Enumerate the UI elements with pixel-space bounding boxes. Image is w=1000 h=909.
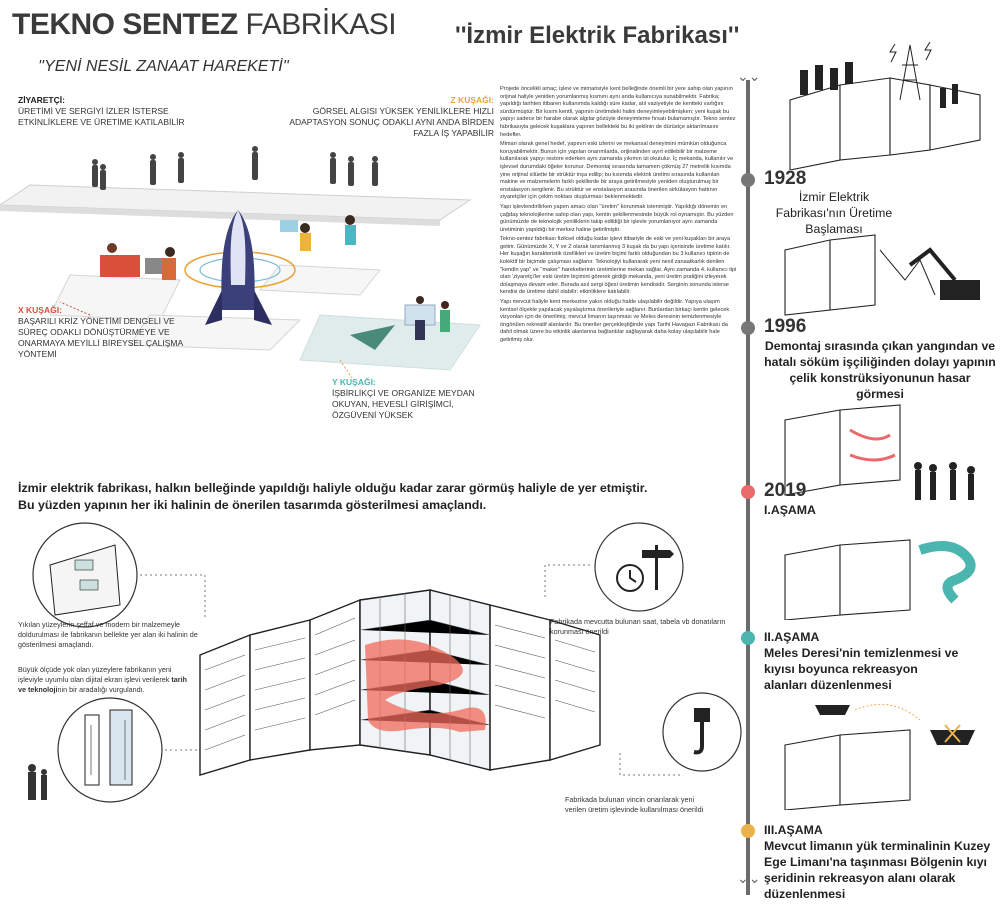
- description-paragraph: Yapı işlevlendirilirken yapım amacı olan ''üretim'' korunmak istenmiştir. Yapıldığı dönemin en çağdaş teknolojilerine sahip olan yapı, kentin şekillenmesinde büyük rol oynamıştır. Bu yüzden günümüzde de teknolojik yeniliklerin takip edildiği bir işlevle yorumlanıyor aynı zamanda üretiminin yapıldığı bir merkez haline getirilmiştir.: [500, 203, 734, 233]
- river-icon: [920, 546, 971, 600]
- screen-note-pre: Büyük ölçüde yok olan yüzeylere fabrikanın yeni işleviyle uyumlu olan dijital ekran işlevi verilerek: [18, 665, 172, 684]
- crane-note: Fabrikada bulunan vincin onarılarak yeni verilen üretim işlevinde kullanılması önerildi: [565, 795, 704, 814]
- excavator-icon: [910, 250, 980, 300]
- page-subtitle: ''YENİ NESİL ZANAAT HAREKETİ'': [38, 58, 289, 75]
- timeline-dot: [741, 631, 755, 645]
- ship-icon: [930, 725, 975, 745]
- description-paragraph: Tekno-sentez fabrikası fiziksel olduğu kadar işlevi itibariyle de eski ve yeni kuşakları bir araya getirir. Günümüzde X, Y ve Z olarak tanımlanmış 3 kuşak da bu yapı içerisinde üretime katılır. Her kuşağın karakteristik özellikleri ve üretim biçimi farklı olduğundan bu 3 kullanıcı tipinin de kolektif bir biçimde çalışması sağlanır. Teknolojiyi kullanarak yeni nesil zanaatkarlık denilen ''kendin yap'' ve ''maker'' hareketlerinin üretimlerine mekan sağlar. Aynı zamanda 4. kullanıcı tipi olan 'ziyaretçi'ler eski üretim biçimini görerek girdiği mekanda, yeni üretim pratiğini izleyerek dolaşmaya devam eder. Burada asıl sergi öğesi üretimin kendisidir. Serginin sonunda isterse kendisi de üretime dahil olabilir; etkinliklere katılabilir.: [500, 236, 737, 296]
- phase-3-text: Mevcut limanın yük terminalinin Kuzey Ege Limanı'na taşınması Bölgenin kıyı şeridinin rekreasyon alanı olarak düzenlenmesi: [764, 839, 991, 901]
- description-paragraph: Yapı mevcut haliyle kent merkezine yakın olduğu halde ulaşılabilir değildir. Yapıya ulaşım kentsel ölçekte yapılacak yayalaştırma önerileriyle sağlanır. Bunlardan birkaçı kentin gelecek vizyonları için de önerilmiş; mevcut limanın taşınması ve Meles deresinin temizlenmesiyle öngörülen rekreatif alanlardır. Bu öneriler gerçekleştiğinde yapı Tarihi Havagazı Fabrikası da dahil olmak üzere bu etkinlik alanlarına bağlantılar sağlayarak daha kolay ulaşılabilir hale getirilmiş olur.: [500, 299, 730, 343]
- description-paragraph: Mimari olarak genel hedef, yapının eski izlerini ve mekansal deneyimini mümkün olduğunca koruyabilmektir. Bunun için yapılan onarımlarda, orijinalinden ayırt edilebilir bir malzeme kullanılarak yapıyı restore ederken aynı zamanda yıkımın izi okutulur. İç mekanda, kullanılır ve işlevsel durumdaki öğeler korunur. Demontaj sırasında tamamen çökmüş 27 metrelik kısımda yine orijinal silüette bir strüktür inşa edilip; bu kısımda elektrik üretimi sırasında kullanılan makine ve malzemelerin farklı şekillerde bir araya getirilmesiyle yeniden oluşturulmuş bir enstalasyon sergilenir. Bu strüktür ve enstalasyon arasında önerilen sirkülasyon hattının ziyaretçiler için çekim noktası oluşturması beklenmektedir.: [500, 141, 734, 201]
- timeline-dot: [741, 173, 755, 187]
- project-title: ''İzmir Elektrik Fabrikası'': [455, 22, 740, 49]
- clock-note: Fabrikada mevcutta bulunan saat, tabela vb donatıların korunması önerildi: [550, 617, 726, 636]
- title-light: FABRİKASI: [245, 8, 397, 41]
- year-1928: 1928: [764, 168, 807, 189]
- screen-note-bold: tarih ve teknoloji: [18, 675, 187, 694]
- year-1996: 1996: [764, 316, 807, 337]
- headline-line-2: Bu yüzden yapının her iki halinin de önerilen tasarımda gösterilmesi amaçlandı.: [18, 498, 487, 512]
- z-title: Z KUŞAĞI:: [450, 95, 494, 105]
- timeline-dot: [741, 824, 755, 838]
- chevron-down-icon: ⌄⌄: [737, 870, 761, 886]
- factory-2019-sketch: [780, 400, 990, 510]
- description-paragraph: Projede öncelikli amaç; işlevi ve mimarisiyle kent belleğinde önemli bir yere sahip olan yapının orijinal haliyle yeniden yorumlanmış kısmını aynı anda kullanıcıya sunabilmektir. Fabrika; yapıldığı tarihten itibaren kullanımda kaldığı süre kadar, atıl vaziyetiyle de kentteki varlığını sürdürmüştür. Bir kısım kentli, yapının üretimdeki halini deneyimleyebilmişken; yeni kuşak bu yapıyı sadece bir harabe olarak algılar gözüyle deneyimleme fırsatı bulamamıştır. Tekno sentez fabrikasıyla gelecek kuşaklara yapının bellekteki bu iki şeklinin de dürüstçe aktarılmasını hedefler.: [500, 86, 736, 138]
- people-figures: [914, 462, 975, 500]
- headline-line-1: İzmir elektrik fabrikası, halkın belleğinde yapıldığı haliyle olduğu kadar zarar görmüş haliyle de yer etmiştir.: [18, 481, 648, 495]
- timeline-dot: [741, 485, 755, 499]
- factory-1928-sketch: [780, 40, 990, 170]
- screen-note: [18, 665, 193, 695]
- y-text: İŞBİRLİKÇİ VE ORGANİZE MEYDAN OKUYAN, HEVESLİ GİRİŞİMCİ, ÖZGÜVENİ YÜKSEK: [332, 388, 475, 420]
- year-2019: 2019: [764, 480, 807, 501]
- timeline-dot: [741, 321, 755, 335]
- lightning-icon: [890, 44, 896, 62]
- screen-note-post: nin bir aradalığı vurgulandı.: [57, 685, 145, 694]
- phase-2-label: II.AŞAMA: [764, 630, 820, 644]
- visitor-title: ZİYARETÇİ:: [18, 95, 65, 105]
- visitor-text: ÜRETİMİ VE SERGİYİ İZLER İSTERSE ETKİNLİKLERE VE ÜRETİME KATILABİLİR: [18, 106, 185, 127]
- phase-2-text: Meles Deresi'nin temizlenmesi ve kıyısı boyunca rekreasyon alanları düzenlenmesi: [764, 646, 959, 692]
- x-title: X KUŞAĞI:: [18, 305, 62, 315]
- text-1996: Demontaj sırasında çıkan yangından ve hatalı söküm işçiliğinden dolayı yapının çelik konstrüksiyonunun hasar görmesi: [764, 339, 996, 401]
- title-bold: TEKNO SENTEZ: [12, 8, 238, 41]
- text-1928: İzmir Elektrik Fabrikası'nın Üretime Başlaması: [775, 190, 893, 236]
- phase-3-sketch: [780, 690, 990, 810]
- z-text: GÖRSEL ALGISI YÜKSEK YENİLİKLERE HIZLI ADAPTASYON SONUÇ ODAKLI AYNI ANDA BİRDEN FAZLA İŞ YAPABİLİR: [289, 106, 494, 138]
- phase-2-sketch: [780, 530, 990, 620]
- phase-1-label: I.AŞAMA: [764, 503, 816, 517]
- phase-3-label: III.AŞAMA: [764, 823, 823, 837]
- lightning-icon: [925, 42, 931, 60]
- y-title: Y KUŞAĞI:: [332, 377, 376, 387]
- facade-note: Yıkılan yüzeylerin şeffaf ve modern bir malzemeyle doldurulması ile fabrikanın bellekte yer alan iki halinin de gösterilmesi amaçlandı.: [18, 620, 198, 649]
- x-text: BAŞARILI KRİZ YÖNETİMİ DENGELİ VE SÜREÇ ODAKLI DÖNÜŞTÜRMEYE VE ONARMAYA MEYİLLİ BİREYSEL ÇALIŞMA YÖNTEMİ: [18, 316, 183, 359]
- chevron-down-icon: ⌄⌄: [737, 68, 761, 84]
- ship-icon: [815, 705, 850, 715]
